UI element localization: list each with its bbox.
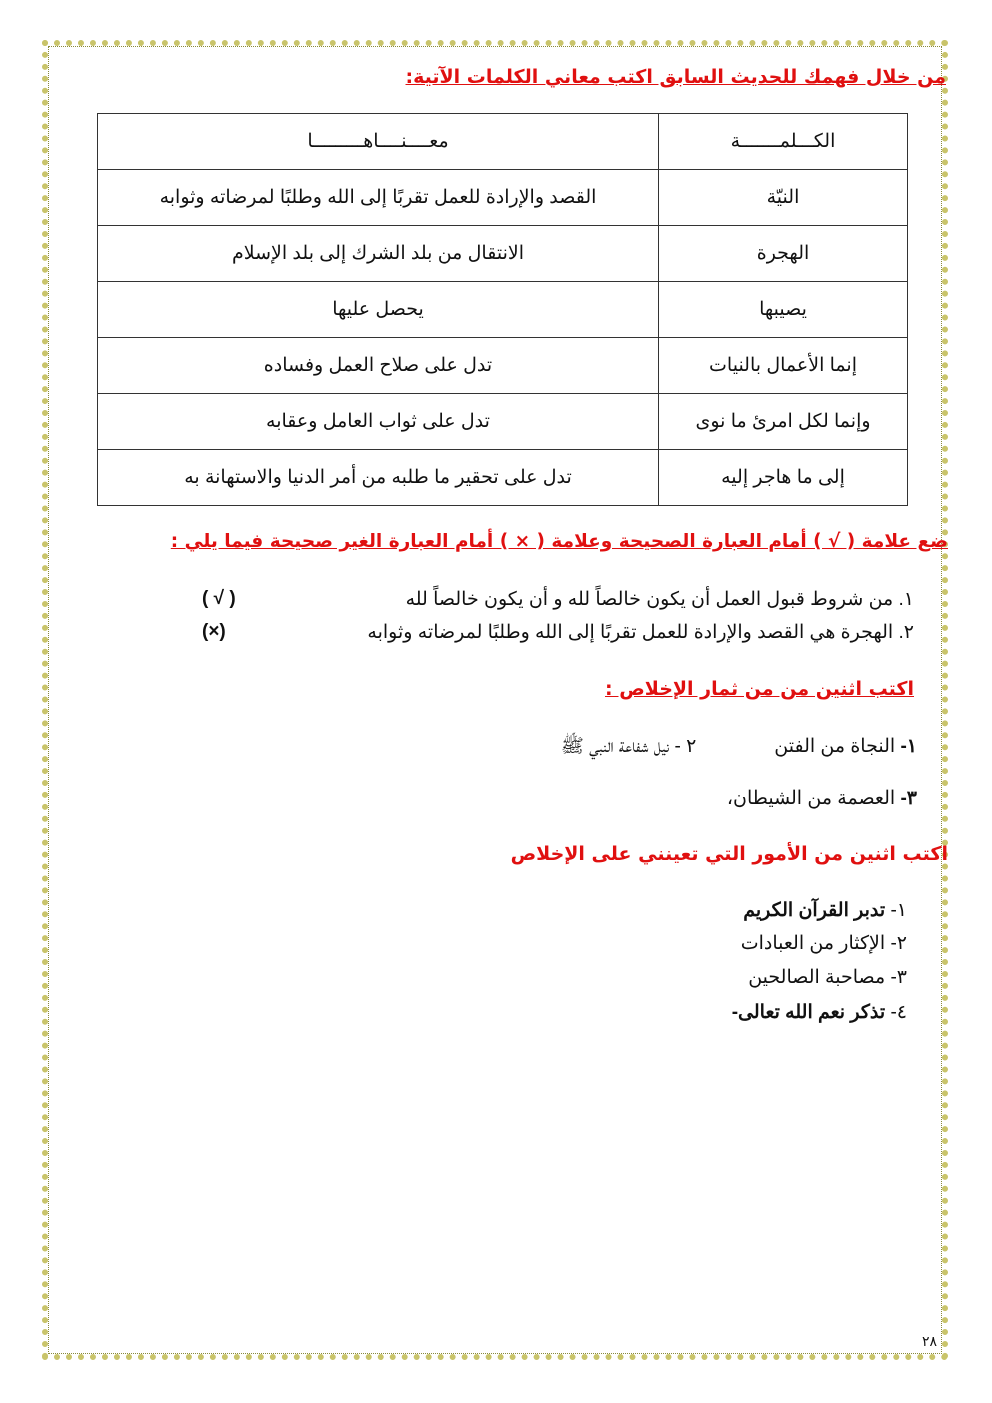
statement-text: الهجرة هي القصد والإرادة للعمل تقربًا إلى الله وطلبًا لمرضاته وثوابه	[367, 622, 894, 643]
heading-helpers: اكتب اثنين من الأمور التي تعينني على الإخلاص	[510, 843, 948, 865]
helper-number: ٣-	[885, 967, 907, 988]
helper-text: تدبر القرآن الكريم	[743, 900, 886, 921]
fruits-line	[561, 734, 917, 762]
helper-item	[732, 1001, 907, 1024]
statement-1	[194, 588, 914, 611]
word-cell: إنما الأعمال بالنيات	[659, 338, 908, 394]
statement-text: من شروط قبول العمل أن يكون خالصاً لله و أن يكون خالصاً لله	[405, 589, 894, 610]
helper-number: ٤-	[885, 1002, 907, 1023]
header-meaning: معــــنــــاهـــــــــا	[98, 114, 659, 170]
statement-number: ٢.	[898, 622, 914, 643]
helper-item	[743, 899, 907, 922]
fruit-text: - نيل شفاعة النبي ﷺ	[560, 736, 681, 757]
heading-true-false: ضع علامة ( √ ) أمام العبارة الصحيحة وعلامة ( × ) أمام العبارة الغير صحيحة فيما يلي :	[170, 531, 948, 552]
table-row	[98, 338, 908, 394]
helper-text: مصاحبة الصالحين	[748, 967, 886, 988]
statement-mark: (×)	[202, 621, 226, 642]
statement-body	[406, 588, 914, 611]
helper-item	[748, 966, 907, 989]
word-cell: إلى ما هاجر إليه	[659, 450, 908, 506]
helper-item	[741, 932, 907, 955]
meaning-cell: القصد والإرادة للعمل تقربًا إلى الله وطلبًا لمرضاته وثوابه	[98, 170, 659, 226]
meaning-cell: تدل على ثواب العامل وعقابه	[98, 394, 659, 450]
page-number: ٢٨	[922, 1334, 938, 1350]
meaning-cell: يحصل عليها	[98, 282, 659, 338]
table-row	[98, 226, 908, 282]
word-cell: يصيبها	[659, 282, 908, 338]
meaning-cell: الانتقال من بلد الشرك إلى بلد الإسلام	[98, 226, 659, 282]
helper-text: تذكر نعم الله تعالى-	[731, 1002, 886, 1023]
fruit-number: ١-	[900, 736, 917, 757]
word-cell: وإنما لكل امرئ ما نوى	[659, 394, 908, 450]
table-row	[98, 450, 908, 506]
helper-number: ١-	[885, 900, 907, 921]
meanings-table	[97, 113, 908, 506]
table-row	[98, 394, 908, 450]
fruit-text: العصمة من الشيطان،	[726, 788, 896, 809]
statement-2	[194, 621, 914, 644]
fruit-text: النجاة من الفتن	[774, 736, 896, 757]
table-row	[98, 170, 908, 226]
word-cell: الهجرة	[659, 226, 908, 282]
statement-body	[367, 621, 914, 644]
helper-number: ٢-	[885, 933, 907, 954]
heading-word-meanings: من خلال فهمك للحديث السابق اكتب معاني الكلمات الآتية:	[405, 66, 946, 88]
statement-mark: ( √ )	[202, 588, 236, 609]
statement-number: ١.	[898, 589, 914, 610]
word-cell: النيّة	[659, 170, 908, 226]
table-row	[98, 282, 908, 338]
meaning-cell: تدل على تحقير ما طلبه من أمر الدنيا والاستهانة به	[98, 450, 659, 506]
fruits-line	[727, 787, 917, 810]
helper-text: الإكثار من العبادات	[740, 933, 886, 954]
header-word: الكـــلمـــــــة	[659, 114, 908, 170]
fruit-number: ٣-	[900, 788, 917, 809]
meaning-cell: تدل على صلاح العمل وفساده	[98, 338, 659, 394]
heading-fruits: اكتب اثنين من من ثمار الإخلاص :	[605, 678, 914, 700]
table-header-row	[98, 114, 908, 170]
fruit-number: ٢	[686, 736, 697, 757]
